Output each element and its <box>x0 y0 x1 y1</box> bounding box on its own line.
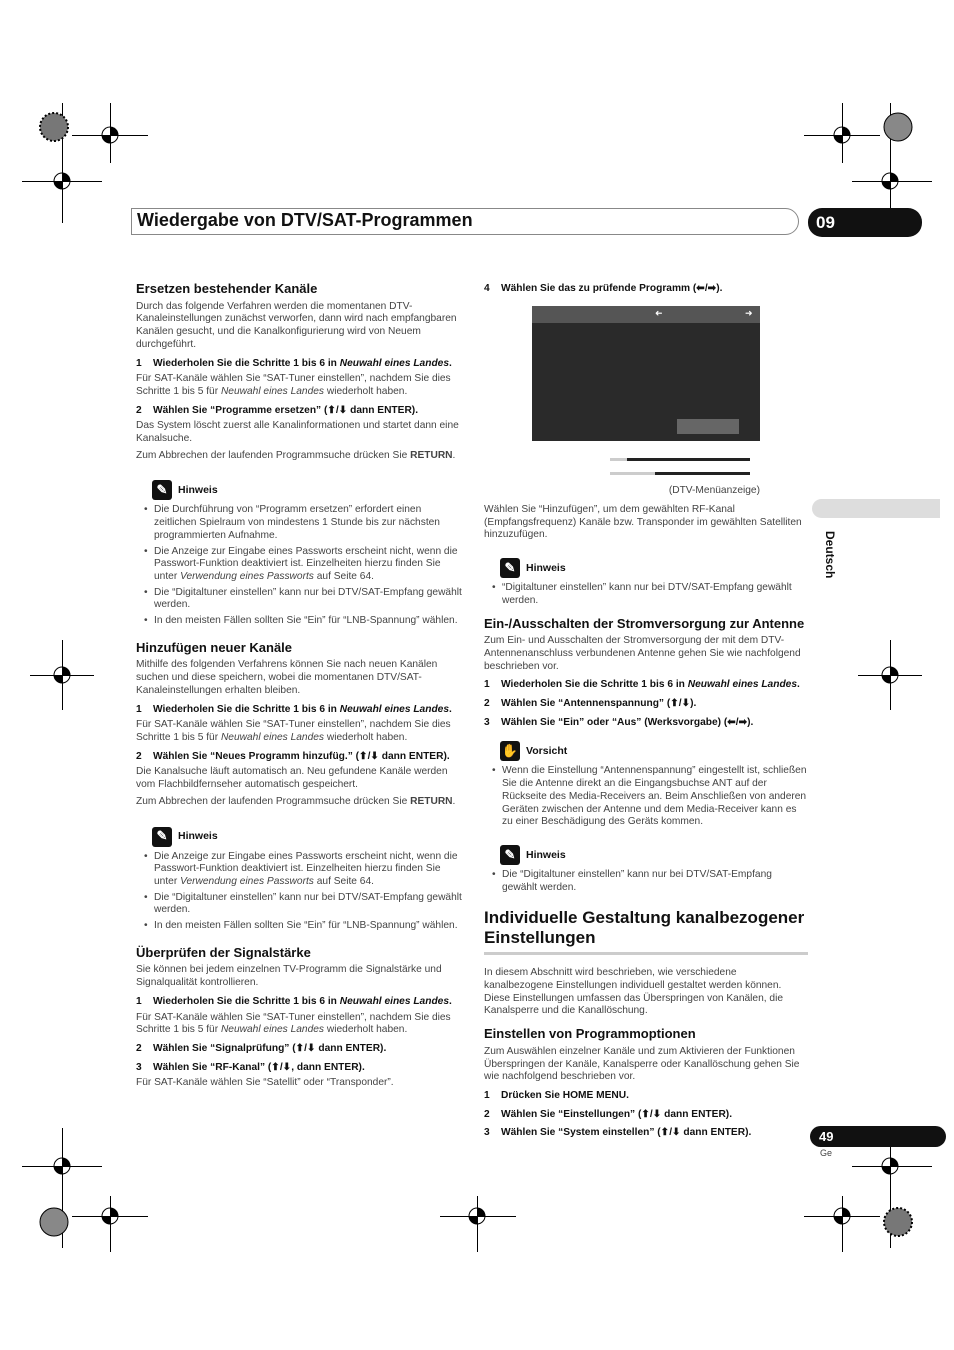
caution-list <box>501 765 808 829</box>
note-list <box>501 582 808 607</box>
abort-text: Zum Abbrechen der laufenden Programmsuche drücken Sie RETURN. <box>136 449 456 461</box>
note-heading: ✎ Hinweis <box>500 558 808 578</box>
step-text: Für SAT-Kanäle wählen Sie “SAT-Tuner einstellen”, nachdem Sie dies Schritte 1 bis 5 für Neuwahl eines Landes wiederholt haben. <box>136 1011 451 1036</box>
screen-header <box>532 306 760 323</box>
section-intro: Durch das folgende Verfahren werden die momentanen DTV-Kanaleinstellungen zunächst verworfen, dann wird nach empfangbaren Kanälen gesucht, und die Kanalkonfigurierung wird von Neuem durchgeführt. <box>136 300 457 350</box>
list-item: • Die “Digitaltuner einstellen” kann nur bei DTV/SAT-Empfang gewählt werden. <box>153 892 462 917</box>
step: 3 Wählen Sie “RF-Kanal” (⬆/⬇, dann ENTER). <box>136 1061 365 1073</box>
note-list <box>153 851 462 933</box>
page-title: Wiedergabe von DTV/SAT-Programmen <box>137 210 473 230</box>
list-item: • Wenn die Einstellung “Antennenspannung” eingestellt ist, schließen Sie die Antenne direkt an die Eingangsbuchse ANT auf der Rückseite des Media-Receivers an. Beim Anschließen von anderen Geräten zwischen der Antenne und dem Media-Receiver kann es zu einer Beschädigung des Geräts kommen. <box>501 765 808 829</box>
list-item: • Die Anzeige zur Eingabe eines Passworts erscheint nicht, wenn die Passwort-Funktion deaktiviert ist. Einzelheiten hierzu finden Sie unter Verwendung eines Passworts auf Seite 64. <box>153 546 462 584</box>
arrow-left-icon: ➜ <box>655 308 663 318</box>
signal-strength-bar <box>610 458 750 461</box>
list-item: • In den meisten Fällen sollten Sie “Ein” für “LNB-Spannung” wählen. <box>153 920 462 933</box>
step: 2 Wählen Sie “Antennenspannung” (⬆/⬇). <box>484 698 697 710</box>
section-intro: Zum Auswählen einzelner Kanäle und zum Aktivieren der Funktionen Überspringen der Kanäle, Kanalsperre oder Kanallöschung gehen Sie wie nachfolgend beschrieben vor. <box>484 1045 800 1083</box>
language-label: Deutsch <box>823 531 837 579</box>
caption-wrap <box>484 485 760 498</box>
hand-stop-icon: ✋ <box>500 741 520 761</box>
step: 2 Wählen Sie “Programme ersetzen” (⬆/⬇ dann ENTER). <box>136 404 419 416</box>
list-item: • Die “Digitaltuner einstellen” kann nur bei DTV/SAT-Empfang gewählt werden. <box>153 587 462 612</box>
right-step4 <box>484 283 808 299</box>
section-intro: Zum Ein- und Ausschalten der Stromversorgung der mit dem DTV-Antennenanschluss verbundenen Antenne gehen Sie wie nachfolgend beschrieben vor. <box>484 635 801 672</box>
chapter-badge: 09 <box>808 208 922 237</box>
pencil-icon: ✎ <box>152 480 172 500</box>
heading-rule <box>484 952 808 955</box>
note-list <box>501 869 808 894</box>
list-item: • In den meisten Fällen sollten Sie “Ein” für “LNB-Spannung” wählen. <box>153 615 462 628</box>
step: 2 Wählen Sie “Signalprüfung” (⬆/⬇ dann ENTER). <box>136 1042 387 1054</box>
list-item: • Die Anzeige zur Eingabe eines Passworts erscheint nicht, wenn die Passwort-Funktion deaktiviert ist. Einzelheiten hierzu finden Sie unter Verwendung eines Passworts auf Seite 64. <box>153 851 462 889</box>
language-code: Ge <box>820 1148 833 1158</box>
step: 1 Wiederholen Sie die Schritte 1 bis 6 in Neuwahl eines Landes. <box>136 995 452 1007</box>
list-item: • Die Durchführung von “Programm ersetzen” erfordert einen zeitlichen Spielraum von mindestens 1 Stunde bis zur nächsten programmierten Aufnahme. <box>153 504 462 542</box>
pencil-icon: ✎ <box>500 558 520 578</box>
step-text: Die Kanalsuche läuft automatisch an. Neu gefundene Kanäle werden vom Flachbildfernseher automatisch gespeichert. <box>136 766 448 791</box>
left-column <box>136 283 462 1094</box>
section-title: Ein-/Ausschalten der Stromversorgung zur Antenne <box>484 615 805 631</box>
step: 3 Wählen Sie “System einstellen” (⬆/⬇ dann ENTER). <box>484 1127 752 1139</box>
caution-heading: ✋ Vorsicht <box>500 741 808 761</box>
note-heading: ✎ Hinweis <box>152 827 462 847</box>
section-title: Überprüfen der Signalstärke <box>136 944 311 960</box>
abort-text: Zum Abbrechen der laufenden Programmsuche drücken Sie RETURN. <box>136 795 456 807</box>
major-heading: Individuelle Gestaltung kanalbezogener Einstellungen <box>484 908 805 948</box>
step: 3 Wählen Sie “Ein” oder “Aus” (Werksvorgabe) (⬅/➡). <box>484 716 754 728</box>
list-item: • “Digitaltuner einstellen” kann nur bei DTV/SAT-Empfang gewählt werden. <box>501 582 808 607</box>
right-column <box>484 504 808 1143</box>
section-title: Ersetzen bestehender Kanäle <box>136 281 318 296</box>
step: 1 Wiederholen Sie die Schritte 1 bis 6 in Neuwahl eines Landes. <box>484 679 800 691</box>
section-title: Einstellen von Programmoptionen <box>484 1026 696 1042</box>
arrow-right-icon: ➜ <box>745 308 753 318</box>
section-intro: Sie können bei jedem einzelnen TV-Programm die Signalstärke und Signalqualität kontrollieren. <box>136 964 442 989</box>
step: 2 Wählen Sie “Einstellungen” (⬆/⬇ dann ENTER). <box>484 1108 733 1120</box>
note-heading: ✎ Hinweis <box>500 845 808 865</box>
step: 1 Wiederholen Sie die Schritte 1 bis 6 in Neuwahl eines Landes. <box>136 703 452 715</box>
step: 1 Wiederholen Sie die Schritte 1 bis 6 in Neuwahl eines Landes. <box>136 357 452 369</box>
step-text: Für SAT-Kanäle wählen Sie “SAT-Tuner einstellen”, nachdem Sie dies Schritte 1 bis 5 für Neuwahl eines Landes wiederholt haben. <box>136 719 451 743</box>
step: 2 Wählen Sie “Neues Programm hinzufüg.” (⬆/⬇ dann ENTER). <box>136 750 450 762</box>
pencil-icon: ✎ <box>500 845 520 865</box>
language-tab <box>812 499 940 518</box>
step: 4 Wählen Sie das zu prüfende Programm (⬅/➡). <box>484 283 723 294</box>
note-list <box>153 504 462 627</box>
step-text: Das System löscht zuerst alle Kanalinformationen und startet dann eine Kanalsuche. <box>136 420 459 445</box>
signal-quality-bar <box>610 472 750 475</box>
screen-button <box>677 419 739 434</box>
pencil-icon: ✎ <box>152 827 172 847</box>
list-item: • Die “Digitaltuner einstellen” kann nur bei DTV/SAT-Empfang gewählt werden. <box>501 869 808 894</box>
note-heading: ✎ Hinweis <box>152 480 462 500</box>
page-number: 49 <box>810 1126 946 1147</box>
step: 1 Drücken Sie HOME MENU. <box>484 1089 629 1101</box>
section-title: Hinzufügen neuer Kanäle <box>136 639 293 655</box>
add-text: Wählen Sie “Hinzufügen”, um dem gewählten RF-Kanal (Empfangsfrequenz) Kanäle bzw. Transponder im gewählten Satelliten hinzuzufügen. <box>484 504 802 541</box>
dtv-menu-screen <box>532 306 760 441</box>
section-intro: Mithilfe des folgenden Verfahrens können Sie nach neuen Kanälen suchen und diese speichern, wobei die momentanen DTV/SAT-Kanaleinstellungen erhalten bleiben. <box>136 659 438 696</box>
section-intro: In diesem Abschnitt wird beschrieben, wie verschiedene kanalbezogene Einstellungen individuell gestaltet werden können. Diese Einstellungen umfassen das Überspringen von Kanälen, die Kanalsperre und die Kanallöschung. <box>484 967 784 1017</box>
step-text: Für SAT-Kanäle wählen Sie “SAT-Tuner einstellen”, nachdem Sie dies Schritte 1 bis 5 für Neuwahl eines Landes wiederholt haben. <box>136 373 451 397</box>
step-text: Für SAT-Kanäle wählen Sie “Satellit” oder “Transponder”. <box>136 1077 394 1089</box>
figure-caption: (DTV-Menüanzeige) <box>668 485 760 496</box>
